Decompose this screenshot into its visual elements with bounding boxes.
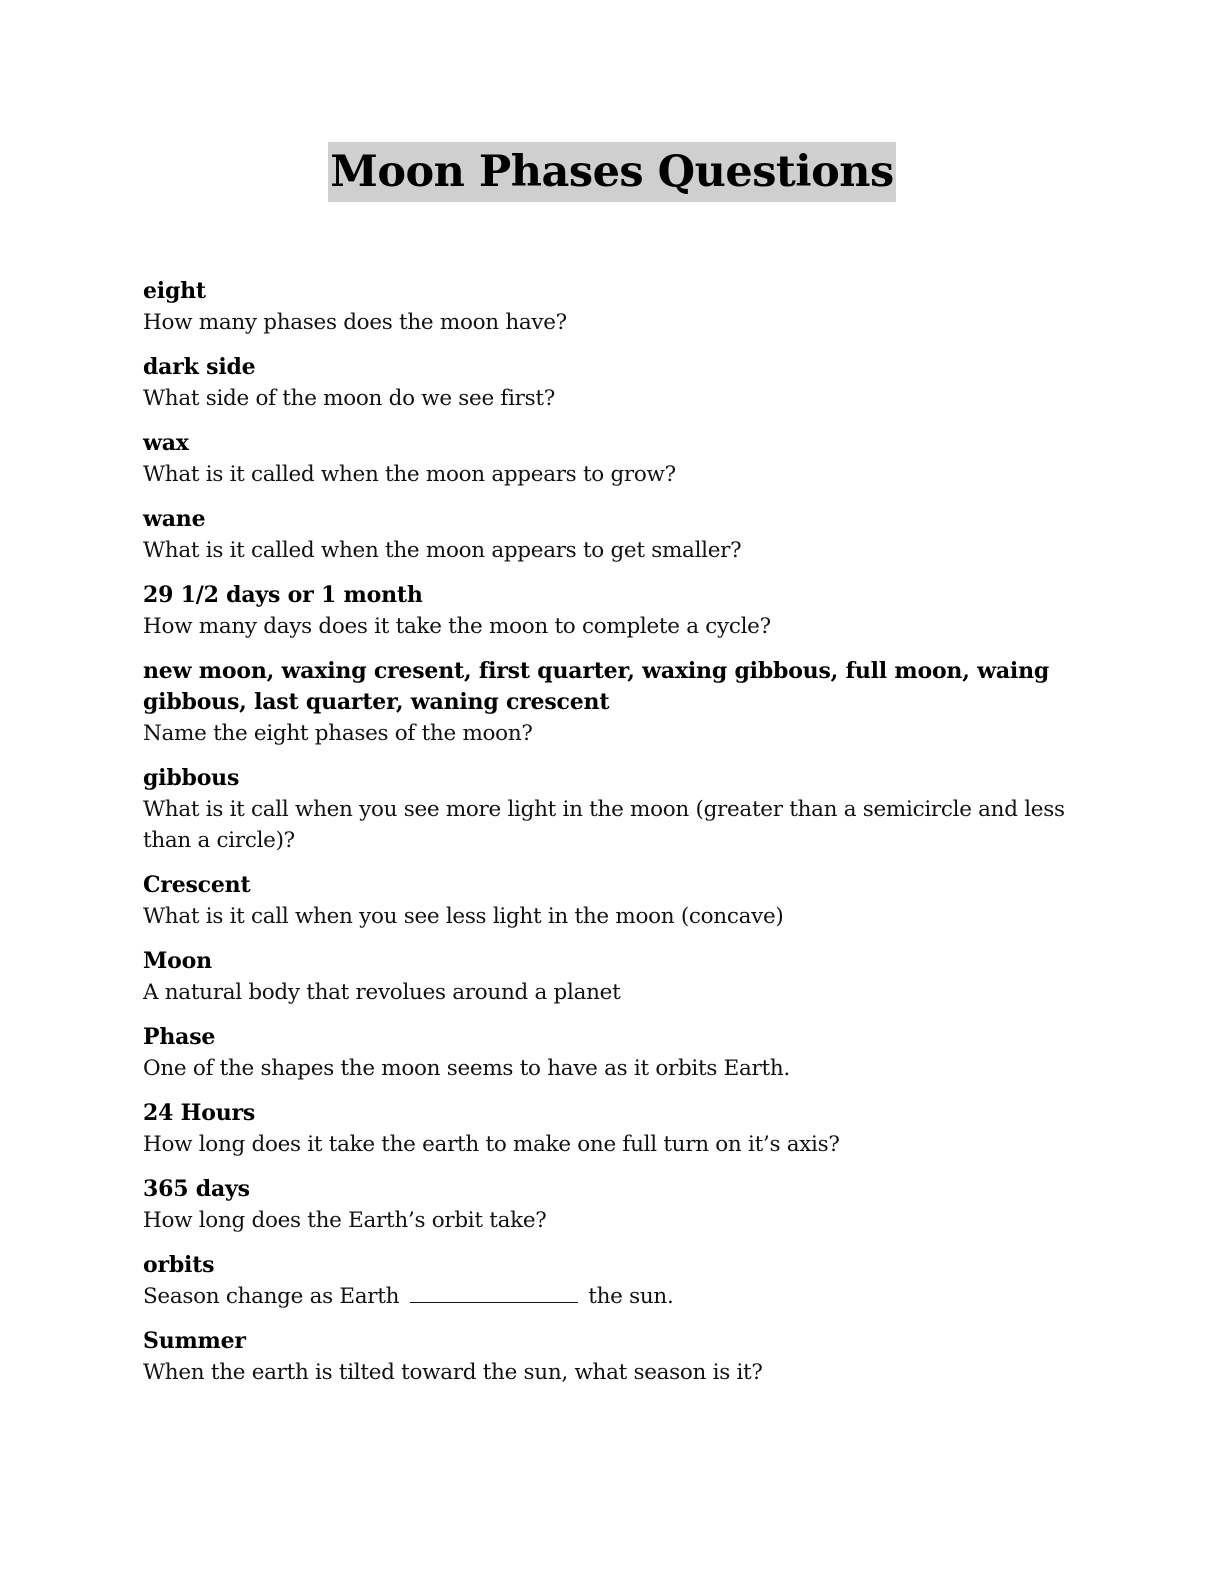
question: How many phases does the moon have? (143, 310, 567, 335)
answer: 29 1/2 days or 1 month (143, 582, 423, 608)
qa-item (143, 1250, 1073, 1312)
qa-item (143, 352, 1073, 414)
question (143, 1281, 1073, 1312)
qa-item (143, 276, 1073, 338)
answer: gibbous (143, 765, 240, 791)
fill-in-blank (410, 1282, 578, 1303)
question-part-before: Season change as Earth (143, 1284, 400, 1309)
answer: Summer (143, 1328, 246, 1354)
qa-item (143, 1022, 1073, 1084)
qa-item (143, 870, 1073, 932)
qa-item (143, 428, 1073, 490)
qa-list (143, 276, 1073, 1402)
title-container (0, 142, 1224, 202)
answer: orbits (143, 1252, 215, 1278)
answer: wax (143, 430, 189, 456)
question: How long does it take the earth to make one full turn on it’s axis? (143, 1132, 840, 1157)
question: What is it called when the moon appears to grow? (143, 462, 676, 487)
qa-item (143, 1326, 1073, 1388)
answer: Moon (143, 948, 212, 974)
qa-item (143, 504, 1073, 566)
answer: 365 days (143, 1176, 250, 1202)
answer: dark side (143, 354, 256, 380)
answer: wane (143, 506, 206, 532)
page-title: Moon Phases Questions (328, 142, 896, 202)
qa-item (143, 946, 1073, 1008)
question: What is it call when you see less light in the moon (concave) (143, 904, 784, 929)
question: What is it called when the moon appears to get smaller? (143, 538, 742, 563)
qa-item (143, 580, 1073, 642)
question: How many days does it take the moon to complete a cycle? (143, 614, 771, 639)
qa-item (143, 656, 1073, 749)
question: What is it call when you see more light in the moon (greater than a semicircle and less than a circle)? (143, 797, 1065, 853)
question-part-after: the sun. (588, 1284, 674, 1309)
qa-item (143, 1098, 1073, 1160)
answer: 24 Hours (143, 1100, 256, 1126)
question: A natural body that revolues around a planet (143, 980, 621, 1005)
question: Name the eight phases of the moon? (143, 721, 533, 746)
qa-item (143, 1174, 1073, 1236)
answer: eight (143, 278, 206, 304)
question: What side of the moon do we see first? (143, 386, 555, 411)
answer: Crescent (143, 872, 251, 898)
answer: Phase (143, 1024, 216, 1050)
qa-item (143, 763, 1073, 856)
answer: new moon, waxing cresent, first quarter, waxing gibbous, full moon, waing gibbous, last quarter, waning crescent (143, 658, 1050, 715)
question: One of the shapes the moon seems to have as it orbits Earth. (143, 1056, 790, 1081)
question: How long does the Earth’s orbit take? (143, 1208, 547, 1233)
question: When the earth is tilted toward the sun, what season is it? (143, 1360, 763, 1385)
